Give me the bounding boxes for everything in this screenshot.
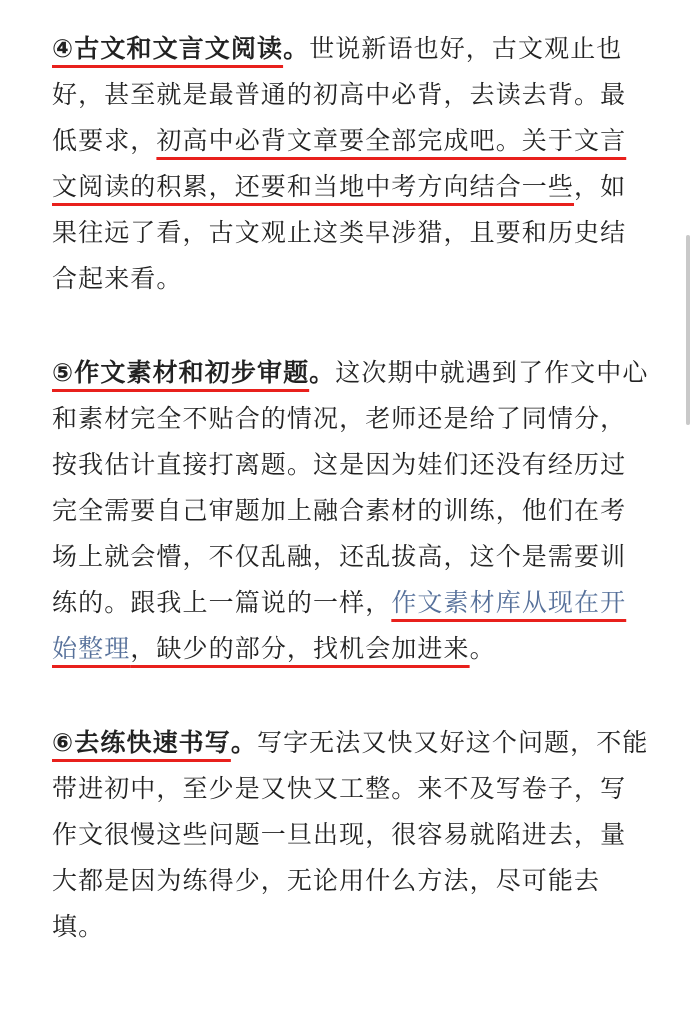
essay-material-link[interactable]: 作文素材库从现在开始整理 xyxy=(52,588,627,663)
article-body xyxy=(52,26,652,950)
heading-punctuation: 。 xyxy=(283,34,310,63)
paragraph-text: ，如果往远了看，古文观止这类早涉猎，且要和历史结合起来看。 xyxy=(52,172,627,293)
paragraph-text: 世说新语也好，古文观止也好，甚至就是最普通的初高中必背，去读去背。最低要求， xyxy=(52,34,627,155)
underlined-text: ，缺少的部分，找机会加进来 xyxy=(130,634,470,663)
paragraph-fast-writing xyxy=(52,720,652,950)
paragraph-text: 写字无法又快又好这个问题，不能带进初中，至少是又快又工整。来不及写卷子，写作文很慢这些问题一旦出现，很容易就陷进去，量大都是因为练得少，无论用什么方法，尽可能去填。 xyxy=(52,728,649,941)
heading-punctuation: 。 xyxy=(309,358,336,387)
paragraph-spacer xyxy=(52,302,652,350)
section-heading: ⑤作文素材和初步审题 xyxy=(52,358,310,387)
section-heading: ④古文和文言文阅读 xyxy=(52,34,284,63)
heading-punctuation: 。 xyxy=(230,728,257,757)
section-heading: ⑥去练快速书写 xyxy=(52,728,231,757)
scrollbar[interactable] xyxy=(686,235,690,425)
paragraph-text: 这次期中就遇到了作文中心和素材完全不贴合的情况，老师还是给了同情分，按我估计直接打离题。这是因为娃们还没有经历过完全需要自己审题加上融合素材的训练，他们在考场上就会懵，不仅乱融，还乱拔高，这个是需要训练的。跟我上一篇说的一样， xyxy=(52,358,649,617)
underlined-text: 初高中必背文章要全部完成吧。关于文言文阅读的积累，还要和当地中考方向结合一些 xyxy=(52,126,627,201)
paragraph-text: 。 xyxy=(469,634,496,663)
paragraph-spacer xyxy=(52,672,652,720)
paragraph-classical-reading xyxy=(52,26,652,302)
paragraph-essay-material xyxy=(52,350,652,672)
